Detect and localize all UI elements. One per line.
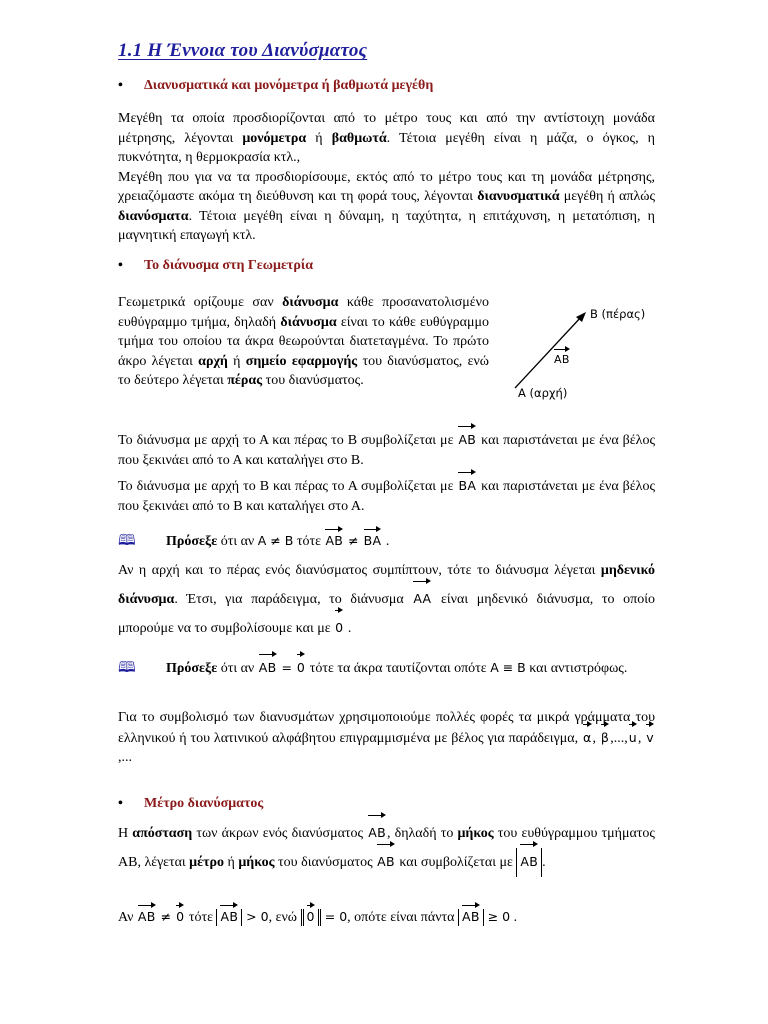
bullet: • [118,78,123,93]
vector-ba-symbol: BA [457,476,477,496]
paragraph-vector-ab: Το διάνυσμα με αρχή το Α και πέρας το Β συμβολίζεται με AB και παριστάνεται με ένα βέλος που ξεκινάει από το Α και καταλήγει στο Β. [118,432,655,468]
bullet: • [118,796,123,811]
section-heading-magnitude: • Μέτρο διανύσματος [118,796,264,811]
book-icon: 🕮 [118,533,136,549]
note-inequality: 🕮 Πρόσεξε ότι αν A ≠ B τότε AB ≠ BA . [118,530,389,555]
vector-ab-label: AB [554,353,570,366]
start-point-label: Α (αρχή) [518,386,568,400]
section-heading-quantities: • Διανυσματικά και μονόμετρα ή βαθμωτά μεγέθη [118,78,434,93]
paragraph-magnitude: Η απόσταση των άκρων ενός διανύσματος AB, δηλαδή το μήκος του ευθύγραμμου τμήματος ΑΒ, λέγεται μέτρο ή μήκος του διανύσματος AB και συμβολίζεται με AB . [118,819,655,877]
paragraph-quantities: Μεγέθη τα οποία προσδιορίζονται από το μέτρο τους και από την αντίστοιχη μονάδα μέτρησης, λέγονται μονόμετρα ή βαθμωτά. Τέτοια μεγέθη είναι η μάζα, ο όγκος, η πυκνότητα, η θερμοκρασία κτλ., Μεγέθη που για να τα προσδιορίσουμε, εκτός από το μέτρο τους και τη μονάδα μέτρησης, χρειαζόμαστε ακόμα τη διεύθυνση και τη φορά τους, λέγονται διανυσματικά μεγέθη ή απλώς διανύσματα. Τέτοια μεγέθη είναι η δύναμη, η ταχύτητα, η επιτάχυνση, η μετατόπιση, η μαγνητική επαγωγή κτλ. [118,111,655,243]
section-heading-geometry: • Το διάνυσμα στη Γεωμετρία [118,258,314,273]
vector-line [515,316,582,388]
magnitude-inequality: Αν AB ≠ 0 τότε AB > 0, ενώ 0 = 0, οπότε είναι πάντα AB ≥ 0 . [118,909,518,925]
paragraph-geometry-definition: Γεωμετρικά ορίζουμε σαν διάνυσμα κάθε προσανατολισμένο ευθύγραμμο τμήμα, δηλαδή διάνυσμα είναι το κάθε ευθύγραμμο τμήμα του οποίου τα άκρα θεωρούνται διατεταγμένα. Το πρώτο άκρο λέγεται αρχή ή σημείο εφαρμογής του διανύσματος, ενώ το δεύτερο λέγεται πέρας του διανύσματος. [118,295,489,388]
paragraph-symbolism: Για το συμβολισμό των διανυσμάτων χρησιμοποιούμε πολλές φορές τα μικρά γράμματα του ελληνικού ή του λατινικού αλφάβητου επιγραμμισμένα με βέλος για παράδειγμα, α, β,...,u, v,... [118,710,655,765]
page-title: 1.1 Η Έννοια του Διανύσματος [118,40,368,61]
paragraph-zero-vector: Αν η αρχή και το πέρας ενός διανύσματος συμπίπτουν, τότε το διάνυσμα λέγεται μηδενικό διάνυσμα. Έτσι, για παράδειγμα, το διάνυσμα AA είναι μηδενικό διάνυσμα, το οποίο μπορούμε να το συμβολίσουμε και με 0 . [118,557,655,643]
paragraph-vector-ba: Το διάνυσμα με αρχή το Β και πέρας το Α συμβολίζεται με BA και παριστάνεται με ένα βέλος που ξεκινάει από το Β και καταλήγει στο Α. [118,478,655,514]
book-icon: 🕮 [118,660,136,676]
note-zero-endpoints: 🕮 Πρόσεξε ότι αν AB = 0 τότε τα άκρα ταυτίζονται οπότε A ≡ B και αντιστρόφως. [118,658,655,679]
vector-ab-symbol: AB [457,430,477,450]
end-point-label: Β (πέρας) [590,307,646,321]
bullet: • [118,258,123,273]
